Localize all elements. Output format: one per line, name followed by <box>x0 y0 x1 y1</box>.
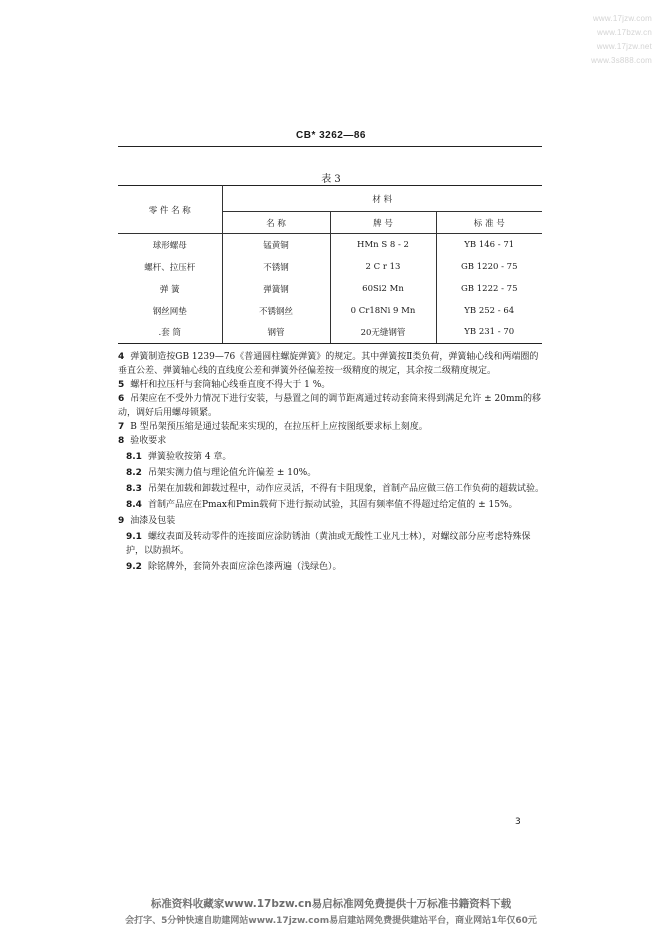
footer-banner-line-2: 会打字、5分钟快速自助建网站www.17jzw.com易启建站网免费提供建站平台，商业网站1年仅60元 <box>125 916 537 926</box>
header-grade: 牌 号 <box>330 212 436 234</box>
cell-standard: GB 1220 - 75 <box>436 256 542 278</box>
header-material-name: 名 称 <box>222 212 330 234</box>
clause-number: 6 <box>118 394 125 404</box>
clause-text: 验收要求 <box>130 436 167 446</box>
clause-number: 8.3 <box>126 484 142 494</box>
clause-9 <box>118 514 546 528</box>
page-number: 3 <box>515 817 521 827</box>
cell-part: 球形螺母 <box>152 240 187 251</box>
table-header-row <box>118 186 542 212</box>
clause-5 <box>118 378 546 392</box>
header-part-name: 零 件 名 称 <box>118 186 222 234</box>
clause-text: 弹簧验收按第 4 章。 <box>147 452 232 462</box>
clause-text: B 型吊架预压缩是通过装配来实现的，在拉压杆上应按图纸要求标上刻度。 <box>130 422 428 432</box>
clause-number: 9.1 <box>126 532 142 542</box>
cell-part: 弹 簧 <box>159 284 180 295</box>
cell-grade: 0 Cr18Ni 9 Mn <box>330 300 436 322</box>
cell-grade: HMn S 8 - 2 <box>330 234 436 256</box>
table-title: 表 3 <box>321 174 341 185</box>
clause-number: 5 <box>118 380 125 390</box>
cell-material: 钢管 <box>222 322 330 344</box>
clause-number: 4 <box>118 352 125 362</box>
cell-grade: 20无缝钢管 <box>330 322 436 344</box>
clause-number: 8 <box>118 436 125 446</box>
watermark-line: www.17jzw.net <box>596 42 652 51</box>
cell-part: .套 筒 <box>118 322 222 344</box>
watermark-line: www.17jzw.com <box>592 14 652 23</box>
table-row <box>118 322 542 344</box>
clause-text: 吊架在加载和卸载过程中，动作应灵活，不得有卡阻现象，首制产品应做三倍工作负荷的超载试验。 <box>147 484 544 494</box>
standard-code-header: CB* 3262—86 <box>296 130 366 141</box>
clause-8 <box>118 434 546 448</box>
clause-7 <box>118 420 546 434</box>
cell-part: 螺杆、拉压杆 <box>144 262 196 273</box>
clause-text: 除铭牌外，套筒外表面应涂色漆两遍（浅绿色）。 <box>147 562 342 572</box>
table-row <box>118 278 542 300</box>
cell-material: 锰黄铜 <box>222 234 330 256</box>
materials-table <box>118 185 542 344</box>
clause-8-2 <box>118 466 546 480</box>
clause-text: 螺杆和拉压杆与套筒轴心线垂直度不得大于 1 %。 <box>130 380 331 390</box>
clause-number: 8.4 <box>126 500 142 510</box>
cell-material: 不锈钢 <box>222 256 330 278</box>
clause-number: 7 <box>118 422 125 432</box>
clause-8-4 <box>118 498 546 512</box>
cell-standard: YB 252 - 64 <box>436 300 542 322</box>
clause-4 <box>118 350 546 378</box>
clause-number: 9.2 <box>126 562 142 572</box>
clause-number: 8.1 <box>126 452 142 462</box>
clause-text: 吊架实测力值与理论值允许偏差 ± 10%。 <box>147 468 317 478</box>
clause-number: 8.2 <box>126 468 142 478</box>
watermark <box>591 12 652 68</box>
clause-text: 螺纹表面及转动零件的连接面应涂防锈油（黄油或无酸性工业凡士林），对螺纹部分应考虑特殊保护，以防损坏。 <box>126 532 531 556</box>
clause-8-3 <box>118 482 546 496</box>
header-standard-no: 标 准 号 <box>436 212 542 234</box>
clause-text: 油漆及包装 <box>130 516 176 526</box>
cell-part: 钢丝网垫 <box>152 306 187 317</box>
cell-material: 不锈钢丝 <box>222 300 330 322</box>
header-rule <box>118 146 542 147</box>
clause-6 <box>118 392 546 420</box>
table-row <box>118 256 542 278</box>
cell-standard: GB 1222 - 75 <box>436 278 542 300</box>
clause-9-2 <box>118 560 546 574</box>
clause-number: 9 <box>118 516 125 526</box>
cell-grade: 60Si2 Mn <box>330 278 436 300</box>
footer-banner-line-1: 标准资料收藏家www.17bzw.cn易启标准网免费提供十万标准书籍资料下载 <box>150 898 512 910</box>
cell-standard: YB 231 - 70 <box>436 322 542 344</box>
clause-text: 吊架应在不受外力情况下进行安装，与悬置之间的调节距离通过转动套筒来得到满足允许 ± 20mm的移动，调好后用螺母锁紧。 <box>118 394 542 418</box>
cell-material: 弹簧钢 <box>222 278 330 300</box>
header-material: 材 料 <box>222 186 542 212</box>
clause-text: 弹簧制造按GB 1239—76《普通圆柱螺旋弹簧》的规定。其中弹簧按Ⅱ类负荷，弹簧轴心线和两端圈的垂直公差、弹簧轴心线的直线度公差和弹簧外径偏差按一级精度的规定，其余按二级精度规定。 <box>118 352 539 376</box>
clause-text: 首制产品应在Pmax和Pmin载荷下进行振动试验，其固有频率值不得超过给定值的 ± 15%。 <box>147 500 518 510</box>
clauses-body <box>118 350 546 574</box>
clause-9-1 <box>118 530 546 558</box>
cell-grade: 2 C r 13 <box>330 256 436 278</box>
cell-standard: YB 146 - 71 <box>436 234 542 256</box>
table-row <box>118 234 542 256</box>
table-row <box>118 300 542 322</box>
watermark-line: www.3s888.com <box>591 56 652 65</box>
watermark-line: www.17bzw.cn <box>597 28 652 37</box>
clause-8-1 <box>118 450 546 464</box>
